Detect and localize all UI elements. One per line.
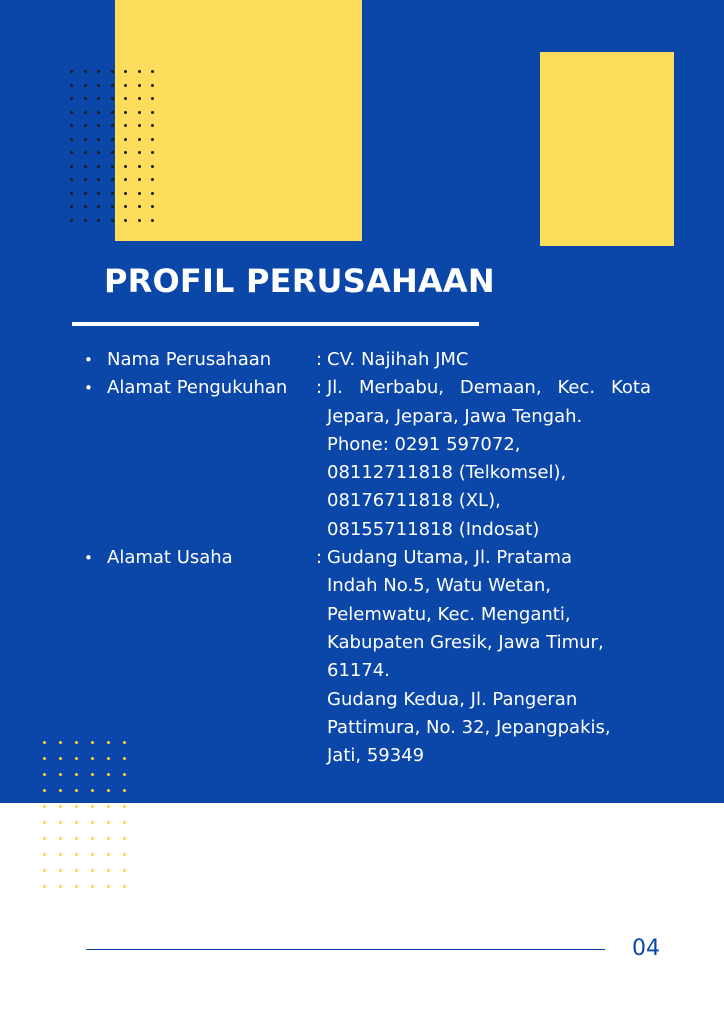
value-line: Gudang Utama, Jl. Pratama xyxy=(327,547,573,569)
value-line: Pelemwatu, Kec. Menganti, xyxy=(327,603,571,625)
dot-mark xyxy=(97,178,100,181)
dot-mark xyxy=(124,84,127,87)
dot-mark xyxy=(151,205,154,208)
dot-mark xyxy=(111,192,114,195)
dot-mark xyxy=(84,138,87,141)
dot-mark xyxy=(43,757,46,760)
dot-mark xyxy=(111,111,114,114)
dot-mark xyxy=(124,97,127,100)
page-title: PROFIL PERUSAHAAN xyxy=(104,262,495,300)
dot-mark xyxy=(111,178,114,181)
dot-mark xyxy=(97,151,100,154)
dot-mark xyxy=(75,789,78,792)
dot-mark xyxy=(138,192,141,195)
dot-mark xyxy=(59,821,62,824)
dot-mark xyxy=(70,219,73,222)
dot-mark xyxy=(75,757,78,760)
dot-mark xyxy=(70,151,73,154)
dot-mark xyxy=(59,869,62,872)
profile-item-company-name xyxy=(84,346,684,374)
value-word: Jl. xyxy=(327,377,344,399)
dot-mark xyxy=(111,219,114,222)
value-word: Kec. xyxy=(557,377,596,399)
dot-mark xyxy=(107,821,110,824)
profile-item-label: Nama Perusahaan xyxy=(107,349,272,370)
dot-mark xyxy=(84,84,87,87)
footer-divider xyxy=(86,949,605,950)
dot-mark xyxy=(59,885,62,888)
dot-mark xyxy=(111,97,114,100)
dot-mark xyxy=(107,773,110,776)
dot-mark xyxy=(75,805,78,808)
dot-mark xyxy=(91,789,94,792)
dot-mark xyxy=(75,741,78,744)
dot-mark xyxy=(70,205,73,208)
dot-mark xyxy=(107,837,110,840)
dot-mark xyxy=(91,821,94,824)
dot-mark xyxy=(138,165,141,168)
dot-mark xyxy=(111,151,114,154)
value-word: Kota xyxy=(610,377,651,399)
dot-mark xyxy=(75,821,78,824)
dot-mark xyxy=(70,84,73,87)
company-profile-list xyxy=(84,346,684,770)
dot-mark xyxy=(59,773,62,776)
bullet-icon: • xyxy=(84,351,93,369)
dot-mark xyxy=(97,192,100,195)
dot-mark xyxy=(43,821,46,824)
dot-mark xyxy=(59,837,62,840)
dot-mark xyxy=(70,124,73,127)
value-line: 08155711818 (Indosat) xyxy=(327,518,540,540)
dot-mark xyxy=(151,84,154,87)
dot-mark xyxy=(43,773,46,776)
value-line: 08176711818 (XL), xyxy=(327,490,501,512)
dot-mark xyxy=(84,165,87,168)
profile-item-label: Alamat Pengukuhan xyxy=(107,377,288,399)
bullet-icon: • xyxy=(84,379,93,398)
dot-mark xyxy=(43,741,46,744)
value-line: 08112711818 (Telkomsel), xyxy=(327,462,567,484)
dot-mark xyxy=(124,192,127,195)
dot-mark xyxy=(59,853,62,856)
dot-mark xyxy=(91,885,94,888)
dot-mark xyxy=(107,853,110,856)
dot-mark xyxy=(84,192,87,195)
dot-mark xyxy=(151,192,154,195)
dot-mark xyxy=(97,165,100,168)
dot-mark xyxy=(70,97,73,100)
dot-mark xyxy=(84,205,87,208)
value-line: Gudang Kedua, Jl. Pangeran xyxy=(327,688,578,710)
value-word: Demaan, xyxy=(459,377,542,399)
dot-mark xyxy=(151,138,154,141)
dot-mark xyxy=(97,84,100,87)
dot-mark xyxy=(84,178,87,181)
dot-mark xyxy=(107,805,110,808)
dot-mark xyxy=(107,869,110,872)
dot-mark xyxy=(97,70,100,73)
value-line: 61174. xyxy=(327,660,390,682)
dot-mark xyxy=(124,219,127,222)
dot-mark xyxy=(91,773,94,776)
colon-separator: : xyxy=(316,377,323,399)
dot-mark xyxy=(43,885,46,888)
value-line: Indah No.5, Watu Wetan, xyxy=(327,575,551,597)
value-line: Jepara, Jepara, Jawa Tengah. xyxy=(327,405,583,427)
value-line: CV. Najihah JMC xyxy=(327,349,469,370)
dot-mark xyxy=(70,165,73,168)
dot-mark xyxy=(107,789,110,792)
dot-mark xyxy=(123,885,126,888)
dot-mark xyxy=(111,70,114,73)
page-number: 04 xyxy=(632,936,660,961)
dot-mark xyxy=(123,821,126,824)
value-word: Merbabu, xyxy=(358,377,444,399)
dot-mark xyxy=(97,219,100,222)
dot-mark xyxy=(123,869,126,872)
dot-mark xyxy=(151,178,154,181)
dot-mark xyxy=(138,97,141,100)
dot-mark xyxy=(70,192,73,195)
dot-mark xyxy=(124,151,127,154)
dot-mark xyxy=(138,178,141,181)
dot-mark xyxy=(97,111,100,114)
dot-mark xyxy=(111,138,114,141)
dot-mark xyxy=(43,789,46,792)
dot-mark xyxy=(151,111,154,114)
dot-mark xyxy=(151,124,154,127)
dot-mark xyxy=(111,84,114,87)
dot-mark xyxy=(123,773,126,776)
dot-mark xyxy=(138,151,141,154)
dot-mark xyxy=(59,789,62,792)
dot-mark xyxy=(97,97,100,100)
dot-mark xyxy=(70,138,73,141)
dot-mark xyxy=(43,869,46,872)
dot-mark xyxy=(123,837,126,840)
dot-mark xyxy=(97,124,100,127)
profile-item-registered-address xyxy=(84,374,684,544)
dot-mark xyxy=(138,84,141,87)
dot-mark xyxy=(97,138,100,141)
dot-mark xyxy=(124,138,127,141)
value-line: Jati, 59349 xyxy=(327,745,425,767)
dot-mark xyxy=(59,757,62,760)
dot-mark xyxy=(123,805,126,808)
dot-mark xyxy=(138,219,141,222)
dot-mark xyxy=(84,70,87,73)
dot-mark xyxy=(84,124,87,127)
profile-item-value xyxy=(327,374,657,544)
dot-mark xyxy=(151,219,154,222)
colon-separator: : xyxy=(316,547,323,569)
dot-mark xyxy=(84,219,87,222)
dot-mark xyxy=(75,869,78,872)
dot-mark xyxy=(43,837,46,840)
dot-mark xyxy=(151,165,154,168)
colon-separator: : xyxy=(316,349,323,370)
dot-mark xyxy=(97,205,100,208)
dot-mark xyxy=(91,805,94,808)
dot-mark xyxy=(151,151,154,154)
dot-mark xyxy=(124,70,127,73)
dot-mark xyxy=(138,205,141,208)
value-line xyxy=(327,374,651,402)
dot-mark xyxy=(123,853,126,856)
dot-mark xyxy=(75,853,78,856)
dot-mark xyxy=(138,111,141,114)
value-line: Pattimura, No. 32, Jepangpakis, xyxy=(327,716,611,738)
dot-mark xyxy=(43,853,46,856)
dot-mark xyxy=(91,853,94,856)
value-line: Kabupaten Gresik, Jawa Timur, xyxy=(327,631,604,653)
dot-mark xyxy=(70,178,73,181)
dot-mark xyxy=(91,837,94,840)
dot-mark xyxy=(124,165,127,168)
dot-mark xyxy=(84,151,87,154)
title-underline xyxy=(72,322,479,326)
dot-mark xyxy=(43,805,46,808)
dot-mark xyxy=(138,124,141,127)
dot-mark xyxy=(84,111,87,114)
dot-mark xyxy=(151,70,154,73)
dot-mark xyxy=(70,70,73,73)
profile-item-label: Alamat Usaha xyxy=(107,547,233,569)
dot-mark xyxy=(124,205,127,208)
dot-mark xyxy=(124,178,127,181)
dot-mark xyxy=(111,165,114,168)
dot-mark xyxy=(138,70,141,73)
dot-mark xyxy=(151,97,154,100)
dot-mark xyxy=(75,885,78,888)
dot-mark xyxy=(70,111,73,114)
dot-mark xyxy=(124,111,127,114)
profile-item-business-address xyxy=(84,544,684,770)
dot-mark xyxy=(75,837,78,840)
profile-item-value xyxy=(327,346,657,374)
dot-mark xyxy=(107,885,110,888)
dot-mark xyxy=(59,741,62,744)
dot-mark xyxy=(111,124,114,127)
bullet-icon: • xyxy=(84,549,93,568)
dot-mark xyxy=(111,205,114,208)
dot-mark xyxy=(91,869,94,872)
dark-dot-pattern xyxy=(70,70,154,222)
dot-mark xyxy=(59,805,62,808)
dot-mark xyxy=(75,773,78,776)
dot-mark xyxy=(123,789,126,792)
value-line: Phone: 0291 597072, xyxy=(327,433,521,455)
yellow-decorative-block-right xyxy=(540,52,674,246)
dot-mark xyxy=(124,124,127,127)
profile-item-value xyxy=(327,544,657,770)
dot-mark xyxy=(138,138,141,141)
dot-mark xyxy=(84,97,87,100)
